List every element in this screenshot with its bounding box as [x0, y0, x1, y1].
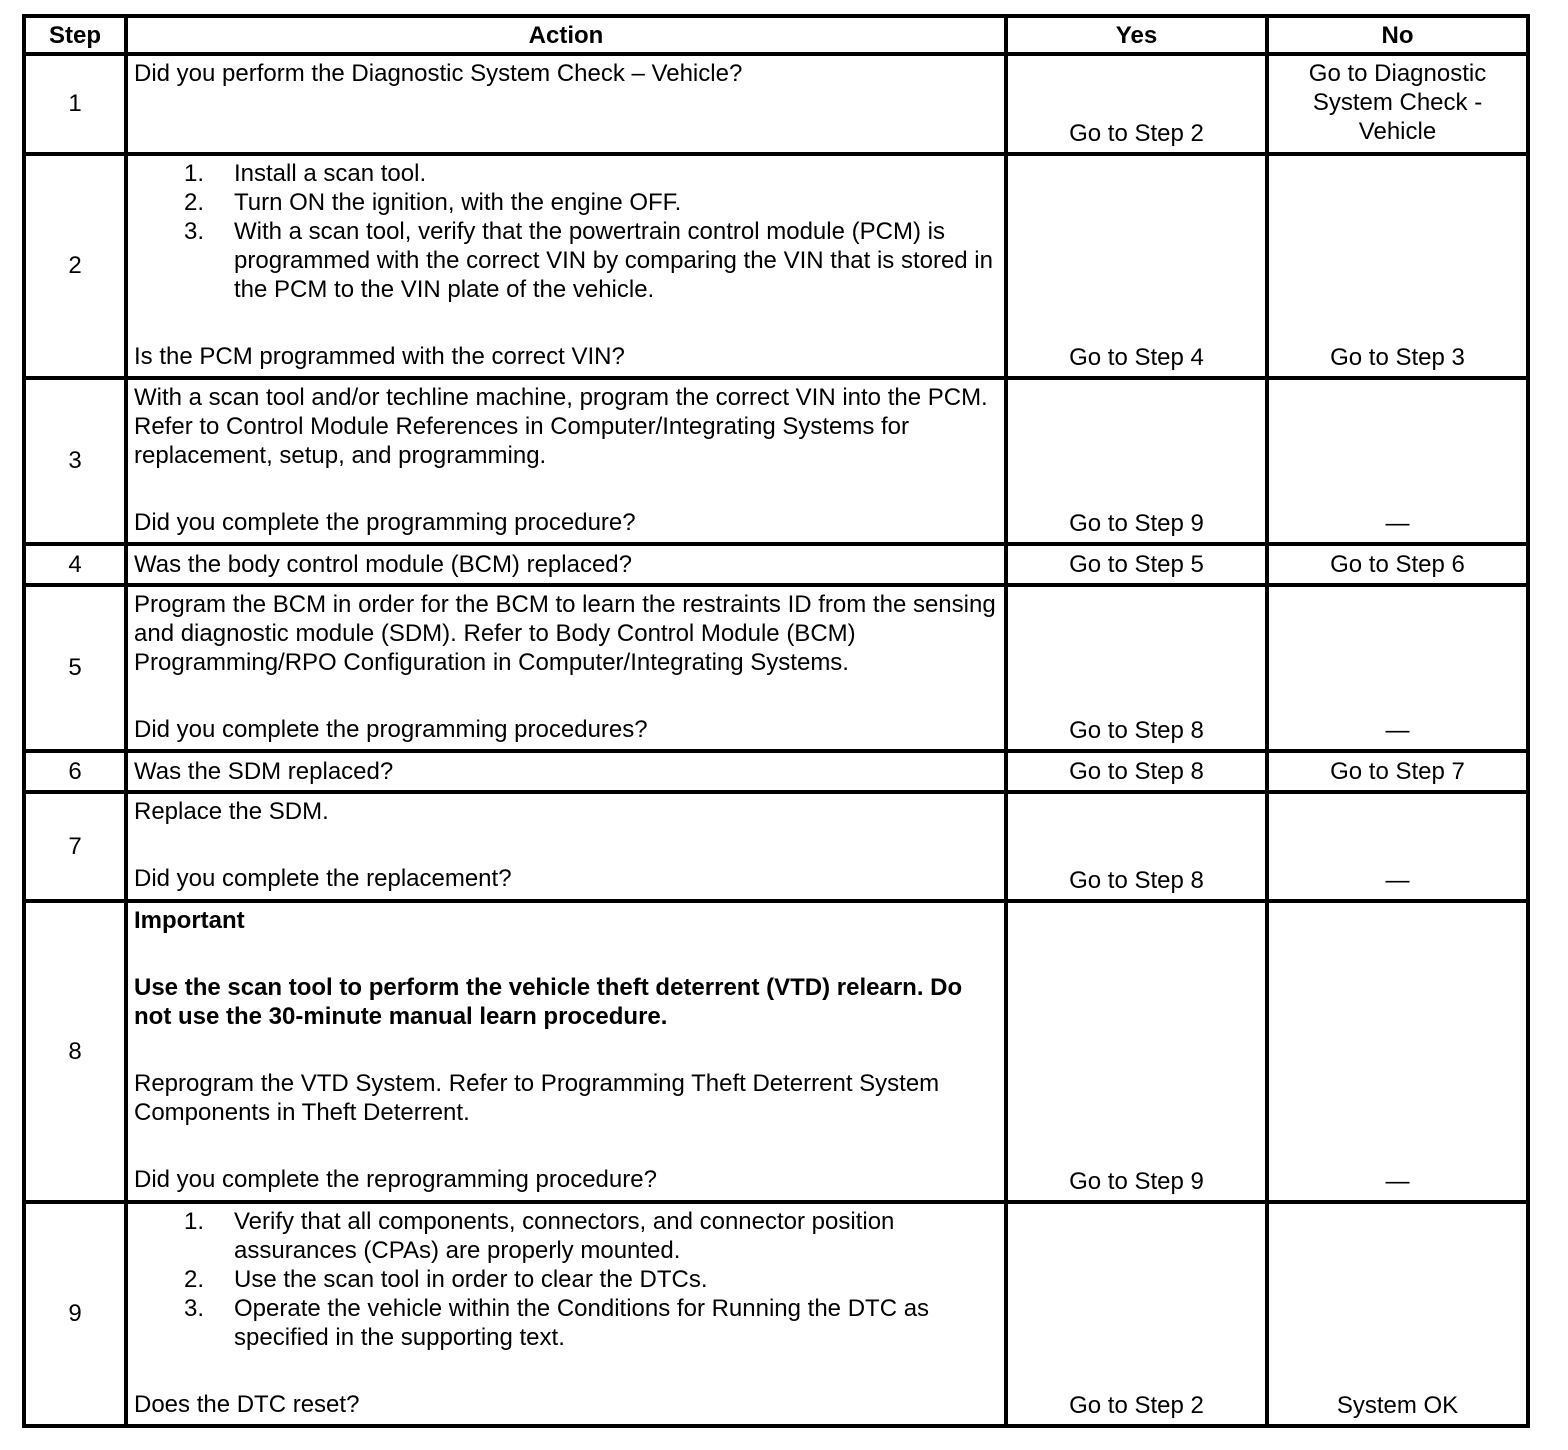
action-text: Program the BCM in order for the BCM to learn the restraints ID from the sensing and diagnostic module (SDM). Refer to Body Control Module (BCM) Programming/RPO Configuration in Computer/Integrating Systems. [134, 591, 996, 676]
action-text: Replace the SDM. [134, 798, 329, 825]
instruction-list [134, 159, 998, 304]
instruction-list [134, 1207, 998, 1352]
yes-cell: Go to Step 5 [1006, 544, 1267, 585]
table-row [24, 585, 1528, 751]
step-number: 5 [24, 585, 126, 751]
action-question: Was the SDM replaced? [134, 757, 394, 785]
step-number: 7 [24, 792, 126, 901]
action-question: Is the PCM programmed with the correct VIN? [134, 343, 625, 370]
list-item: 2. Use the scan tool in order to clear the DTCs. [184, 1266, 708, 1293]
action-text: Reprogram the VTD System. Refer to Programming Theft Deterrent System Components in Theft Deterrent. [134, 1070, 940, 1126]
yes-cell: Go to Step 9 [1006, 901, 1267, 1202]
important-text: Use the scan tool to perform the vehicle theft deterrent (VTD) relearn. Do not use the 30-minute manual learn procedure. [134, 974, 963, 1030]
header-action: Action [126, 16, 1006, 54]
yes-cell: Go to Step 8 [1006, 585, 1267, 751]
diagnostic-table [22, 14, 1530, 1428]
yes-cell: Go to Step 9 [1006, 378, 1267, 544]
action-question: Does the DTC reset? [134, 1391, 360, 1418]
action-question: Was the body control module (BCM) replaced? [134, 550, 632, 578]
no-cell: Go to Step 3 [1267, 154, 1528, 378]
table-row [24, 544, 1528, 585]
step-number: 3 [24, 378, 126, 544]
list-item: 1. Install a scan tool. [184, 160, 427, 187]
no-cell: — [1267, 792, 1528, 901]
action-cell [126, 792, 1006, 901]
list-item: 3. Operate the vehicle within the Conditions for Running the DTC as specified in the supporting text. [184, 1295, 930, 1351]
action-cell [126, 54, 1006, 154]
action-cell [126, 1202, 1006, 1426]
yes-cell: Go to Step 4 [1006, 154, 1267, 378]
header-step: Step [24, 16, 126, 54]
action-question: Did you complete the programming procedures? [134, 716, 648, 743]
no-cell: — [1267, 378, 1528, 544]
step-number: 8 [24, 901, 126, 1202]
no-cell: Go to Diagnostic System Check - Vehicle [1267, 54, 1528, 154]
table-row [24, 901, 1528, 1202]
yes-cell: Go to Step 2 [1006, 1202, 1267, 1426]
action-question: Did you complete the reprogramming procedure? [134, 1166, 657, 1193]
table-row [24, 378, 1528, 544]
no-cell: Go to Step 7 [1267, 751, 1528, 792]
table-row [24, 1202, 1528, 1426]
action-text: With a scan tool and/or techline machine, program the correct VIN into the PCM. Refer to Control Module References in Computer/Integrating Systems for replacement, setup, and programming. [134, 384, 988, 469]
table-row [24, 792, 1528, 901]
header-yes: Yes [1006, 16, 1267, 54]
list-item: 2. Turn ON the ignition, with the engine OFF. [184, 189, 682, 216]
no-cell: Go to Step 6 [1267, 544, 1528, 585]
action-cell [126, 154, 1006, 378]
action-cell [126, 544, 1006, 585]
action-question: Did you complete the replacement? [134, 865, 512, 892]
yes-cell: Go to Step 8 [1006, 792, 1267, 901]
list-item: 1. Verify that all components, connectors, and connector position assurances (CPAs) are properly mounted. [184, 1208, 895, 1264]
table-row [24, 54, 1528, 154]
no-cell: System OK [1267, 1202, 1528, 1426]
step-number: 4 [24, 544, 126, 585]
yes-cell: Go to Step 8 [1006, 751, 1267, 792]
header-no: No [1267, 16, 1528, 54]
table-row [24, 154, 1528, 378]
important-title: Important [134, 907, 245, 934]
step-number: 6 [24, 751, 126, 792]
action-cell [126, 585, 1006, 751]
step-number: 1 [24, 54, 126, 154]
table-row [24, 751, 1528, 792]
action-cell [126, 901, 1006, 1202]
step-number: 9 [24, 1202, 126, 1426]
action-cell [126, 751, 1006, 792]
action-question: Did you complete the programming procedure? [134, 509, 636, 536]
action-cell [126, 378, 1006, 544]
step-number: 2 [24, 154, 126, 378]
list-item: 3. With a scan tool, verify that the powertrain control module (PCM) is programmed with the correct VIN by comparing the VIN that is stored in the PCM to the VIN plate of the vehicle. [184, 218, 993, 303]
no-cell: — [1267, 901, 1528, 1202]
action-question: Did you perform the Diagnostic System Check – Vehicle? [134, 60, 743, 87]
yes-cell: Go to Step 2 [1006, 54, 1267, 154]
no-cell: — [1267, 585, 1528, 751]
header-row [24, 16, 1528, 54]
